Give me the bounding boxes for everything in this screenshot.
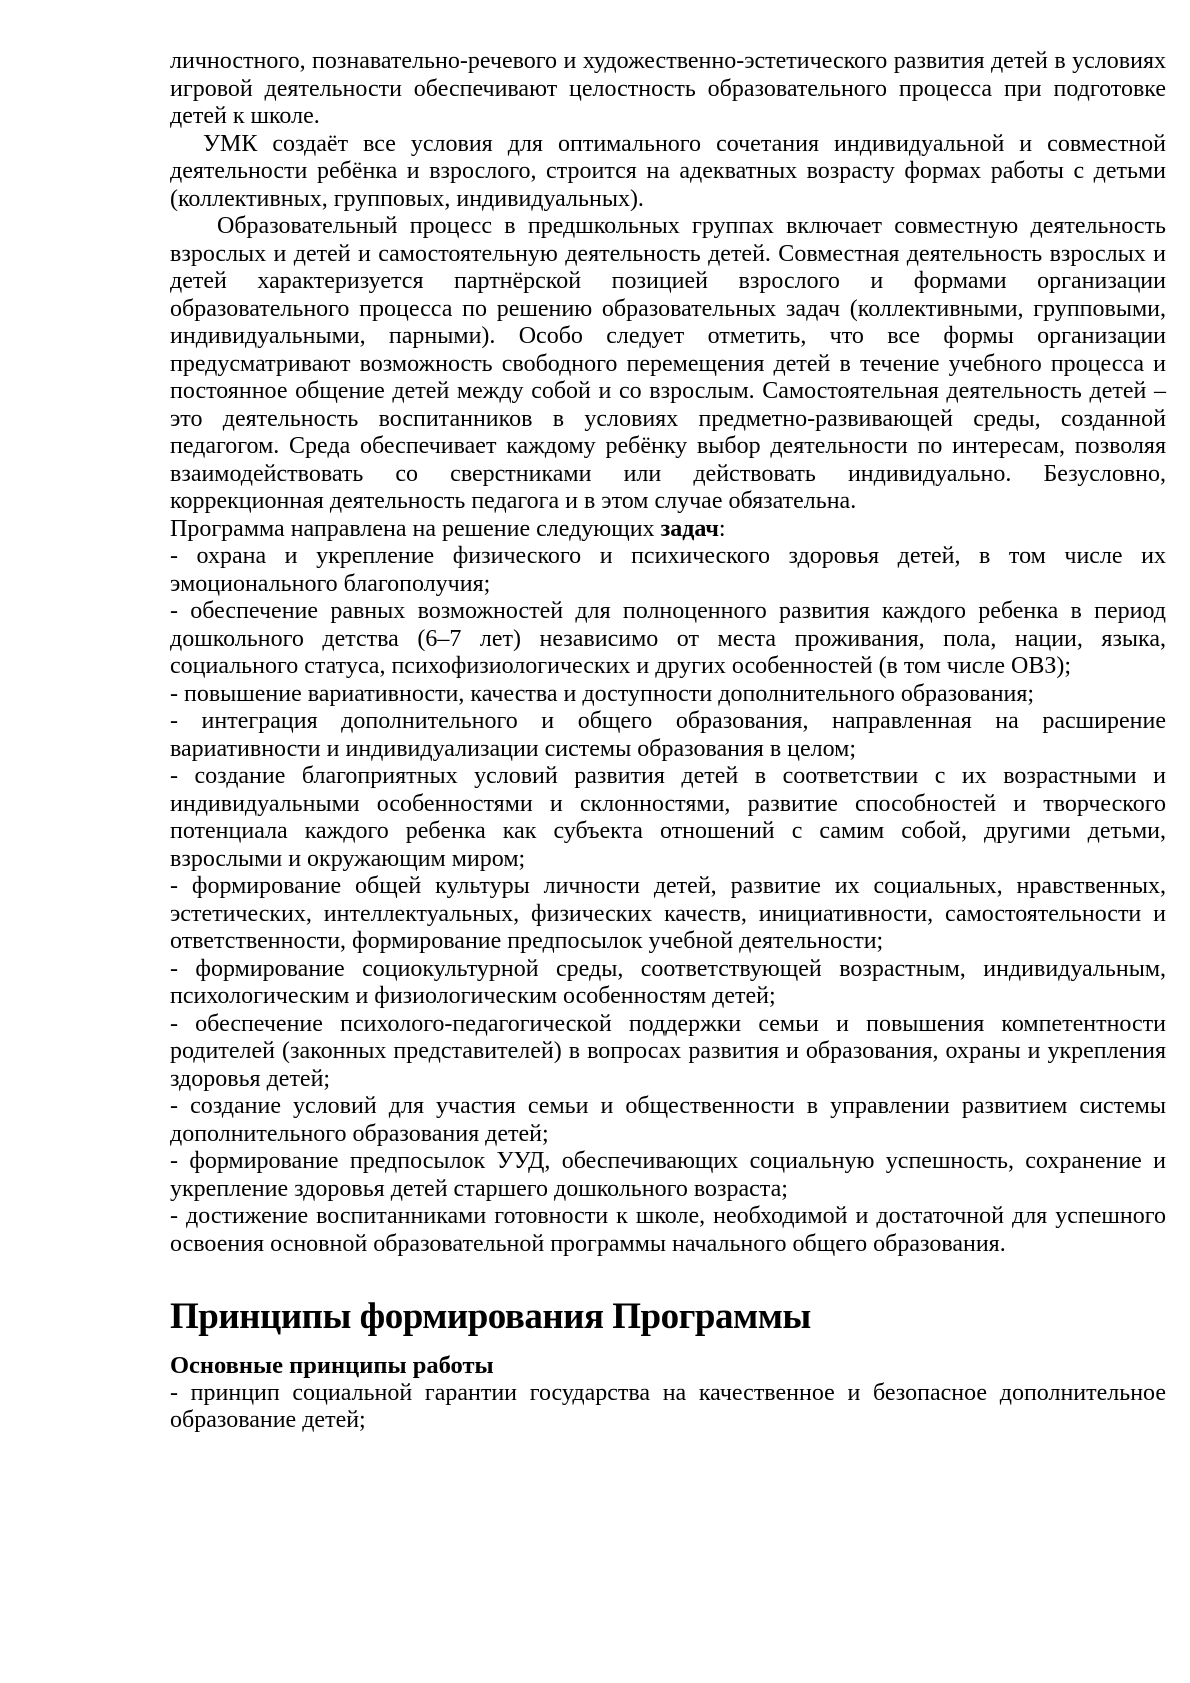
task-item: - формирование социокультурной среды, соответствующей возрастным, индивидуальным, психологическим и физиологическим особенностям детей; <box>170 955 1166 1009</box>
task-item: - обеспечение психолого-педагогической поддержки семьи и повышения компетентности родителей (законных представителей) в вопросах развития и образования, охраны и укрепления здоровья детей; <box>170 1010 1166 1092</box>
document-body <box>170 48 1166 1435</box>
task-item: - повышение вариативности, качества и доступности дополнительного образования; <box>170 680 1035 707</box>
task-item: - формирование общей культуры личности детей, развитие их социальных, нравственных, эстетических, интеллектуальных, физических качеств, инициативности, самостоятельности и ответственности, формирование предпосылок учебной деятельности; <box>170 873 1166 954</box>
task-item: - создание благоприятных условий развития детей в соответствии с их возрастными и индивидуальными особенностями и склонностями, развитие способностей и творческого потенциала каждого ребенка как субъекта отношений с самим собой, другими детьми, взрослыми и окружающим миром; <box>170 763 1166 872</box>
task-item: - формирование предпосылок УУД, обеспечивающих социальную успешность, сохранение и укрепление здоровья детей старшего дошкольного возраста; <box>170 1148 1166 1202</box>
section-heading: Принципы формирования Программы <box>170 1296 811 1337</box>
task-item: - обеспечение равных возможностей для полноценного развития каждого ребенка в период дошкольного детства (6–7 лет) независимо от места проживания, пола, нации, языка, социального статуса, психофизиологических и других особенностей (в том числе ОВЗ); <box>170 598 1166 679</box>
tasks-intro-prefix: Программа направлена на решение следующих <box>170 515 661 542</box>
paragraph-umk: УМК создаёт все условия для оптимального сочетания индивидуальной и совместной деятельности ребёнка и взрослого, строится на адекватных возрасту формах работы с детьми (коллективных, групповых, индивидуальных). <box>170 130 1166 212</box>
task-item: - охрана и укрепление физического и психического здоровья детей, в том числе их эмоционального благополучия; <box>170 543 1166 597</box>
task-item: - создание условий для участия семьи и общественности в управлении развитием системы дополнительного образования детей; <box>170 1093 1166 1147</box>
paragraph-educational-process: Образовательный процесс в предшкольных группах включает совместную деятельность взрослых и детей и самостоятельную деятельность детей. Совместная деятельность взрослых и детей характеризуется партнёрской позицией взрослого и формами организации образовательного процесса по решению образовательных задач (коллективными, групповыми, индивидуальными, парными). Особо следует отметить, что все формы организации предусматривают возможность свободного перемещения детей в течение учебного процесса и постоянное общение детей между собой и со взрослым. Самостоятельная деятельность детей – это деятельность воспитанников в условиях предметно-развивающей среды, созданной педагогом. Среда обеспечивает каждому ребёнку выбор деятельности по интересам, позволяя взаимодействовать со сверстниками или действовать индивидуально. Безусловно, коррекционная деятельность педагога и в этом случае обязательна. <box>170 213 1166 514</box>
tasks-intro-suffix: : <box>718 515 726 542</box>
task-item: - достижение воспитанниками готовности к школе, необходимой и достаточной для успешного освоения основной образовательной программы начального общего образования. <box>170 1203 1166 1257</box>
principle-item: - принцип социальной гарантии государства на качественное и безопасное дополнительное образование детей; <box>170 1379 1166 1433</box>
tasks-intro-bold-word: задач <box>660 515 719 542</box>
task-item: - интеграция дополнительного и общего образования, направленная на расширение вариативности и индивидуализации системы образования в целом; <box>170 708 1166 762</box>
section-subheading: Основные принципы работы <box>170 1352 494 1379</box>
tasks-intro <box>170 516 1166 544</box>
paragraph-continued: личностного, познавательно-речевого и художественно-эстетического развития детей в условиях игровой деятельности обеспечивают целостность образовательного процесса при подготовке детей к школе. <box>170 48 1166 129</box>
